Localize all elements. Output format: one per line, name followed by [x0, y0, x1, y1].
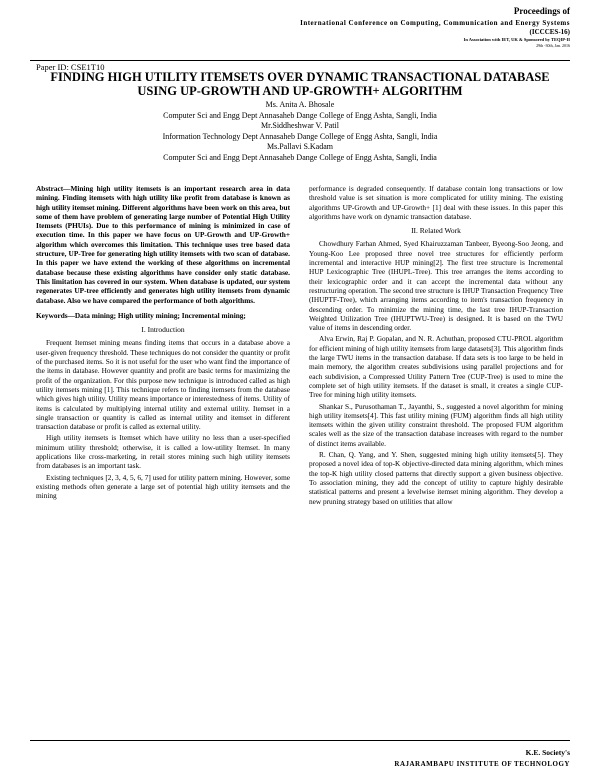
author-2-name: Mr.Siddheshwar V. Patil: [261, 121, 339, 130]
conference-association: In Association with IET, UK & Sponsored by TEQIP-II: [463, 37, 570, 42]
footer-rule: [30, 740, 570, 741]
conference-dates: 29th -30th, Jan. 2016: [536, 43, 570, 48]
intro-paragraph-continued: performance is degraded consequently. If database contain long transactions or low threshold value is set situation is more complicated for utility mining. The existing algorithms UP-Growth and UP-Growth+ [1] deal with these issues. In this paper this algorithms have work on dynamic transaction database.: [309, 184, 563, 221]
conference-header: [300, 6, 570, 48]
footer-society: K.E. Society's: [525, 748, 570, 757]
right-column: [309, 184, 563, 508]
intro-paragraph-1: Frequent Itemset mining means finding items that occurs in a database above a user-given frequency threshold. These techniques do not consider the quantity or profit of the purchased items. So it is not useful for the user who want find the importance of the items in database. However quantity and profit are basic terms for maximizing the profit of the organization. For this purpose new technique is introduced called as high utility itemsets mining [1]. This technique refers to finding itemsets from the database which gives high utility. Utility means importance or interestedness of items. Utility of items is calculated by multiplying internal utility and external utility. Itemset in a single transaction or quantity is called as internal utility and itemset in different transaction database or profit is called as external utility.: [36, 338, 290, 432]
paper-id: Paper ID: CSE1T10: [36, 62, 105, 72]
author-block: [30, 100, 570, 163]
header-rule: [30, 60, 570, 61]
section-heading-related-work: II. Related Work: [411, 226, 461, 236]
related-paragraph-1: Chowdhury Farhan Ahmed, Syed Khairuzzaman Tanbeer, Byeong-Soo Jeong, and Young-Koo Lee proposed three novel tree structures for efficiently perform incremental and interactive HUP mining[2]. The first tree structure is Incremental HUP Lexicographic Tree (IHUPL-Tree). This tree arranges the items according to their lexicographic order and it can accept the incremental data without any restructuring operation. The second tree structure is IHUP Transaction Frequency Tree (IHUPTF-Tree), which arranging items according to item's transaction frequency in descending order. To minimize the mining time, the last tree IHUP-Transaction Weighted Utilization Tree (IHUPTWU-Tree) is designed. It is based on the TWU value of items in descending order.: [309, 239, 563, 333]
paper-title: FINDING HIGH UTILITY ITEMSETS OVER DYNAMIC TRANSACTIONAL DATABASE USING UP-GROWTH AND UP-GROWTH+ ALGORITHM: [50, 70, 550, 98]
conference-code: (ICCCES-16): [529, 28, 570, 36]
author-2-affiliation: Information Technology Dept Annasaheb Dange College of Engg Ashta, Sangli, India: [162, 131, 438, 141]
left-column: [36, 184, 290, 503]
abstract: Abstract—Mining high utility itemsets is an important research area in data mining. Finding itemsets with high utility like profit from database is known as high utility itemset mining. Different algorithms have been work on this area, but some of them have problem of generating large number of Potential High Utility Itemsets (PHUIs). Due to this performance of mining is minimized in case of execution time. In this paper we have focus on UP-Growth and UP-Growth+ algorithm which overcomes this limitation. This technique uses tree based data structure, UP-Tree for generating high utility itemsets with two scan of database. In this paper we have extend the working of these algorithms on incremental database because these existing algorithms have consider only static database. This limitation has covered in our system. When database is updated, our system regenerates UP-tree efficiently and generates high utility itemsets from dynamic database. Also we have compared the performance of both algorithms.: [36, 184, 290, 305]
keywords: Keywords—Data mining; High utility mining; Incremental mining;: [36, 310, 246, 320]
author-3-name: Ms.Pallavi S.Kadam: [267, 142, 333, 151]
intro-paragraph-3: Existing techniques [2, 3, 4, 5, 6, 7] used for utility pattern mining. However, some existing methods often generate a large set of potential high utility itemsets and the mining: [36, 472, 290, 501]
related-paragraph-3: Shankar S., Purusothaman T., Jayanthi, S., suggested a novel algorithm for mining high utility itemsets[4]. This fast utility mining (FUM) algorithm finds all high utility itemsets within the given utility constraint threshold. The proposed FUM algorithm scales well as the size of the transaction database increases with regard to the number of distinct items available.: [309, 401, 563, 448]
related-paragraph-4: R. Chan, Q. Yang, and Y. Shen, suggested mining high utility itemsets[5]. They proposed a novel idea of top-K objective-directed data mining algorithm, which mines the top-K high utility closed patterns that directly support a given business objective. To association mining, they add the concept of utility to capture highly desirable statistical patterns and present a levelwise itemset mining algorithm. They develop a new pruning strategy based on utilities that allow: [309, 450, 563, 506]
proceedings-label: Proceedings of: [513, 6, 570, 16]
author-1-name: Ms. Anita A. Bhosale: [265, 100, 335, 109]
author-3-affiliation: Computer Sci and Engg Dept Annasaheb Dange College of Engg Ashta, Sangli, India: [163, 152, 437, 162]
author-1-affiliation: Computer Sci and Engg Dept Annasaheb Dange College of Engg Ashta, Sangli, India: [163, 110, 437, 120]
conference-name: International Conference on Computing, Communication and Energy Systems: [300, 19, 570, 27]
intro-paragraph-2: High utility itemsets is Itemset which have utility no less than a user-specified minimum utility threshold; otherwise, it is called a low-utility Itemset. In many applications like cross-marketing, in retail stores mining such high utility itemsets from databases is an important task.: [36, 433, 290, 471]
footer-institute: RAJARAMBAPU INSTITUTE OF TECHNOLOGY: [394, 760, 570, 768]
section-heading-introduction: I. Introduction: [141, 325, 185, 335]
related-paragraph-2: Alva Erwin, Raj P. Gopalan, and N. R. Achuthan, proposed CTU-PROL algorithm for efficient mining of high utility itemsets from large datasets[3]. This algorithm finds the large TWU items in the transaction database. If data sets is too large to be held in main memory, the algorithm creates subdivisions using parallel projections and for each subdivision, a Compressed Utility Pattern Tree (CUP-Tree) is used to mine the complete set of high utility itemsets. If the dataset is small, it creates a single CUP-Tree for mining high utility itemsets.: [309, 334, 563, 400]
